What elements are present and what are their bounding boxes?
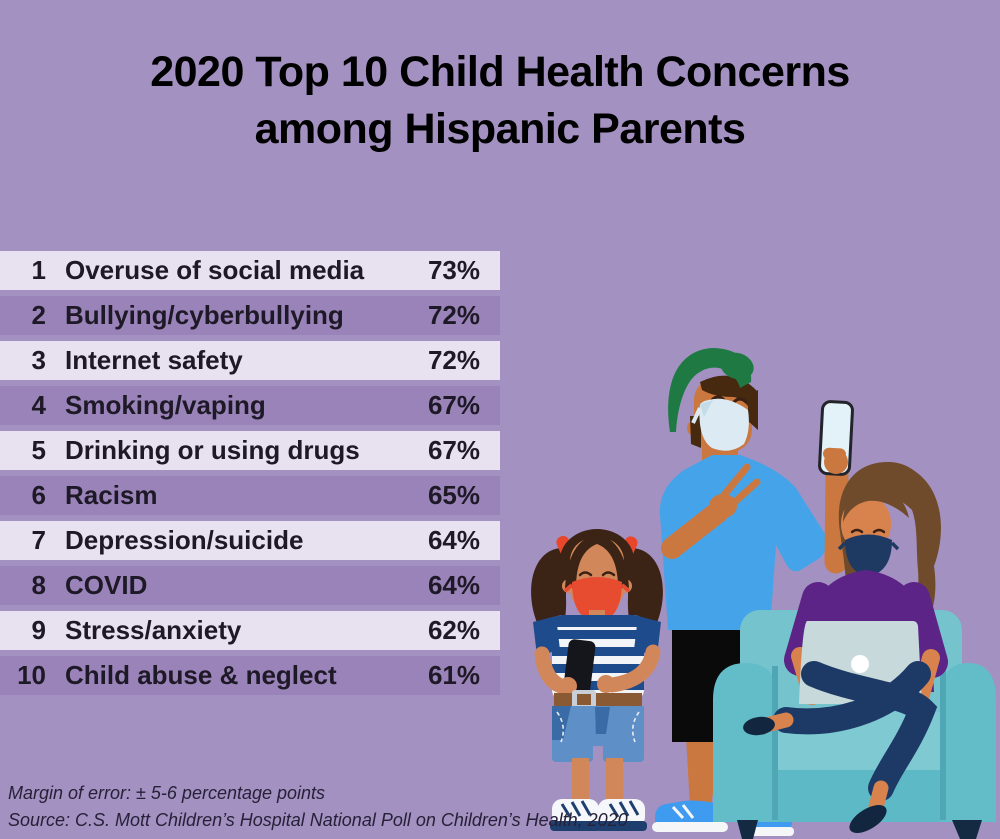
rank-number: 10	[17, 660, 46, 690]
concern-label: Internet safety	[65, 345, 243, 375]
rank-number: 9	[31, 615, 46, 645]
percentage-value: 67%	[427, 390, 480, 420]
rank-number: 1	[31, 255, 46, 285]
percentage-value: 73%	[427, 255, 480, 285]
title-line-1: 2020 Top 10 Child Health Concerns	[150, 48, 850, 96]
margin-of-error-note: Margin of error: ± 5-6 percentage points	[8, 783, 326, 803]
concern-label: Depression/suicide	[65, 525, 304, 555]
rank-number: 5	[31, 435, 46, 465]
percentage-value: 67%	[427, 435, 480, 465]
percentage-value: 61%	[427, 660, 480, 690]
source-note: Source: C.S. Mott Children’s Hospital National Poll on Children’s Health, 2020	[8, 810, 628, 830]
concern-label: COVID	[65, 570, 148, 600]
concern-label: Smoking/vaping	[65, 390, 266, 420]
percentage-value: 72%	[427, 345, 480, 375]
denim-shorts	[552, 706, 644, 762]
concern-label: Bullying/cyberbullying	[65, 300, 344, 330]
belt	[554, 693, 642, 706]
rank-number: 6	[31, 480, 46, 510]
concern-label: Stress/anxiety	[65, 615, 242, 645]
percentage-value: 64%	[427, 525, 480, 555]
girl-with-phone-illustration	[531, 529, 663, 831]
title-line-2: among Hispanic Parents	[254, 105, 746, 153]
percentage-value: 62%	[427, 615, 480, 645]
rank-number: 8	[31, 570, 46, 600]
percentage-value: 64%	[427, 570, 480, 600]
concern-label: Child abuse & neglect	[65, 660, 337, 690]
rank-number: 2	[31, 300, 46, 330]
rank-number: 7	[31, 525, 46, 555]
sneaker-icon	[550, 799, 647, 831]
rank-number: 3	[31, 345, 46, 375]
concern-label: Overuse of social media	[65, 255, 365, 285]
rank-number: 4	[31, 390, 46, 420]
concern-label: Drinking or using drugs	[65, 435, 360, 465]
percentage-value: 65%	[427, 480, 480, 510]
percentage-value: 72%	[427, 300, 480, 330]
concern-label: Racism	[65, 480, 158, 510]
